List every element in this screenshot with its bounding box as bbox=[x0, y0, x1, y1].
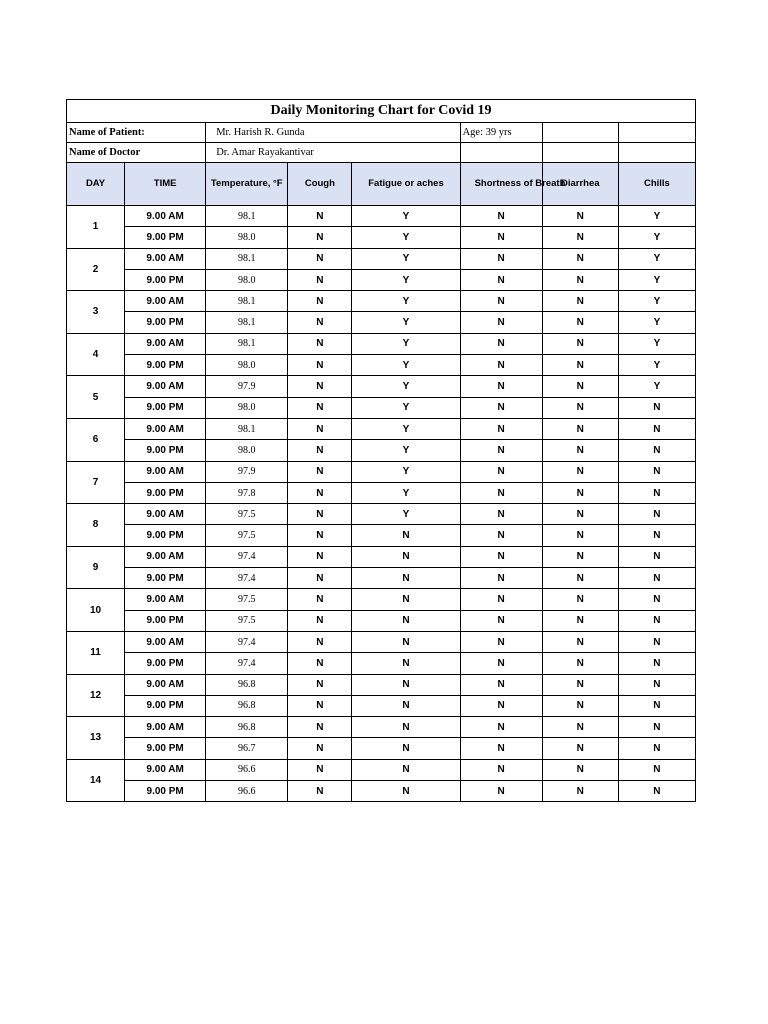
chills-cell: N bbox=[618, 504, 695, 525]
diarrhea-cell: N bbox=[542, 291, 618, 312]
time-cell: 9.00 AM bbox=[125, 504, 206, 525]
chills-cell: Y bbox=[618, 312, 695, 333]
shortness-of-breath-cell: N bbox=[460, 376, 542, 397]
temperature-cell: 98.1 bbox=[206, 248, 288, 269]
chills-cell: N bbox=[618, 695, 695, 716]
chills-cell: N bbox=[618, 759, 695, 780]
diarrhea-cell: N bbox=[542, 568, 618, 589]
time-cell: 9.00 AM bbox=[125, 461, 206, 482]
time-cell: 9.00 PM bbox=[125, 695, 206, 716]
table-row bbox=[67, 695, 696, 716]
shortness-of-breath-cell: N bbox=[460, 355, 542, 376]
day-number: 6 bbox=[67, 418, 125, 461]
time-cell: 9.00 PM bbox=[125, 482, 206, 503]
table-row bbox=[67, 227, 696, 248]
chills-cell: N bbox=[618, 674, 695, 695]
time-cell: 9.00 AM bbox=[125, 376, 206, 397]
cough-cell: N bbox=[288, 482, 352, 503]
cough-cell: N bbox=[288, 376, 352, 397]
fatigue-cell: N bbox=[352, 568, 460, 589]
shortness-of-breath-cell: N bbox=[460, 461, 542, 482]
cough-cell: N bbox=[288, 653, 352, 674]
cough-cell: N bbox=[288, 674, 352, 695]
cough-cell: N bbox=[288, 227, 352, 248]
diarrhea-cell: N bbox=[542, 504, 618, 525]
temperature-cell: 97.5 bbox=[206, 525, 288, 546]
temperature-cell: 97.5 bbox=[206, 504, 288, 525]
shortness-of-breath-cell: N bbox=[460, 631, 542, 652]
fatigue-cell: Y bbox=[352, 291, 460, 312]
cough-cell: N bbox=[288, 610, 352, 631]
cough-cell: N bbox=[288, 333, 352, 354]
header-diarrhea: Diarrhea bbox=[542, 163, 618, 206]
cough-cell: N bbox=[288, 355, 352, 376]
chills-cell: N bbox=[618, 610, 695, 631]
time-cell: 9.00 AM bbox=[125, 717, 206, 738]
cough-cell: N bbox=[288, 312, 352, 333]
chills-cell: N bbox=[618, 546, 695, 567]
table-row bbox=[67, 397, 696, 418]
table-row bbox=[67, 738, 696, 759]
chills-cell: N bbox=[618, 717, 695, 738]
shortness-of-breath-cell: N bbox=[460, 333, 542, 354]
table-row bbox=[67, 717, 696, 738]
fatigue-cell: N bbox=[352, 610, 460, 631]
title-row bbox=[67, 100, 696, 123]
temperature-cell: 97.9 bbox=[206, 461, 288, 482]
diarrhea-cell: N bbox=[542, 610, 618, 631]
temperature-cell: 97.4 bbox=[206, 546, 288, 567]
chills-cell: Y bbox=[618, 206, 695, 227]
shortness-of-breath-cell: N bbox=[460, 610, 542, 631]
shortness-of-breath-cell: N bbox=[460, 674, 542, 695]
fatigue-cell: Y bbox=[352, 461, 460, 482]
fatigue-cell: N bbox=[352, 738, 460, 759]
diarrhea-cell: N bbox=[542, 440, 618, 461]
chills-cell: Y bbox=[618, 376, 695, 397]
fatigue-cell: Y bbox=[352, 269, 460, 290]
doctor-name: Dr. Amar Rayakantivar bbox=[206, 143, 460, 163]
chills-cell: Y bbox=[618, 333, 695, 354]
cough-cell: N bbox=[288, 525, 352, 546]
chills-cell: N bbox=[618, 589, 695, 610]
time-cell: 9.00 PM bbox=[125, 568, 206, 589]
time-cell: 9.00 PM bbox=[125, 227, 206, 248]
diarrhea-cell: N bbox=[542, 461, 618, 482]
shortness-of-breath-cell: N bbox=[460, 525, 542, 546]
table-row bbox=[67, 269, 696, 290]
shortness-of-breath-cell: N bbox=[460, 504, 542, 525]
shortness-of-breath-cell: N bbox=[460, 589, 542, 610]
table-row bbox=[67, 504, 696, 525]
fatigue-cell: N bbox=[352, 589, 460, 610]
diarrhea-cell: N bbox=[542, 397, 618, 418]
table-row bbox=[67, 674, 696, 695]
cough-cell: N bbox=[288, 504, 352, 525]
shortness-of-breath-cell: N bbox=[460, 482, 542, 503]
fatigue-cell: Y bbox=[352, 312, 460, 333]
chills-cell: N bbox=[618, 568, 695, 589]
diarrhea-cell: N bbox=[542, 312, 618, 333]
diarrhea-cell: N bbox=[542, 546, 618, 567]
day-number: 14 bbox=[67, 759, 125, 802]
temperature-cell: 96.7 bbox=[206, 738, 288, 759]
temperature-cell: 97.4 bbox=[206, 653, 288, 674]
cough-cell: N bbox=[288, 546, 352, 567]
temperature-cell: 98.0 bbox=[206, 269, 288, 290]
temperature-cell: 97.4 bbox=[206, 631, 288, 652]
diarrhea-cell: N bbox=[542, 333, 618, 354]
header-fatigue: Fatigue or aches bbox=[352, 163, 460, 206]
table-row bbox=[67, 759, 696, 780]
temperature-cell: 98.0 bbox=[206, 355, 288, 376]
time-cell: 9.00 AM bbox=[125, 759, 206, 780]
shortness-of-breath-cell: N bbox=[460, 568, 542, 589]
chills-cell: N bbox=[618, 631, 695, 652]
chills-cell: N bbox=[618, 482, 695, 503]
fatigue-cell: Y bbox=[352, 206, 460, 227]
patient-label: Name of Patient: bbox=[67, 123, 206, 143]
fatigue-cell: Y bbox=[352, 333, 460, 354]
diarrhea-cell: N bbox=[542, 759, 618, 780]
table-row bbox=[67, 440, 696, 461]
shortness-of-breath-cell: N bbox=[460, 397, 542, 418]
time-cell: 9.00 PM bbox=[125, 781, 206, 802]
doctor-row bbox=[67, 143, 696, 163]
diarrhea-cell: N bbox=[542, 589, 618, 610]
chills-cell: N bbox=[618, 418, 695, 439]
day-number: 4 bbox=[67, 333, 125, 376]
fatigue-cell: N bbox=[352, 695, 460, 716]
cough-cell: N bbox=[288, 781, 352, 802]
diarrhea-cell: N bbox=[542, 717, 618, 738]
fatigue-cell: Y bbox=[352, 440, 460, 461]
temperature-cell: 98.0 bbox=[206, 227, 288, 248]
table-row bbox=[67, 781, 696, 802]
shortness-of-breath-cell: N bbox=[460, 738, 542, 759]
diarrhea-cell: N bbox=[542, 738, 618, 759]
doctor-empty-cell-2 bbox=[618, 143, 695, 163]
diarrhea-cell: N bbox=[542, 248, 618, 269]
temperature-cell: 96.8 bbox=[206, 674, 288, 695]
time-cell: 9.00 PM bbox=[125, 738, 206, 759]
fatigue-cell: Y bbox=[352, 504, 460, 525]
time-cell: 9.00 AM bbox=[125, 333, 206, 354]
chills-cell: Y bbox=[618, 355, 695, 376]
temperature-cell: 98.0 bbox=[206, 397, 288, 418]
day-number: 1 bbox=[67, 206, 125, 249]
time-cell: 9.00 PM bbox=[125, 312, 206, 333]
header-time: TIME bbox=[125, 163, 206, 206]
temperature-cell: 97.5 bbox=[206, 610, 288, 631]
cough-cell: N bbox=[288, 461, 352, 482]
temperature-cell: 98.0 bbox=[206, 440, 288, 461]
shortness-of-breath-cell: N bbox=[460, 717, 542, 738]
shortness-of-breath-cell: N bbox=[460, 206, 542, 227]
header-chills: Chills bbox=[618, 163, 695, 206]
shortness-of-breath-cell: N bbox=[460, 695, 542, 716]
temperature-cell: 96.6 bbox=[206, 781, 288, 802]
day-number: 12 bbox=[67, 674, 125, 717]
shortness-of-breath-cell: N bbox=[460, 269, 542, 290]
shortness-of-breath-cell: N bbox=[460, 227, 542, 248]
table-row bbox=[67, 461, 696, 482]
time-cell: 9.00 AM bbox=[125, 674, 206, 695]
diarrhea-cell: N bbox=[542, 227, 618, 248]
cough-cell: N bbox=[288, 440, 352, 461]
chills-cell: N bbox=[618, 653, 695, 674]
fatigue-cell: Y bbox=[352, 355, 460, 376]
time-cell: 9.00 AM bbox=[125, 418, 206, 439]
cough-cell: N bbox=[288, 738, 352, 759]
temperature-cell: 98.1 bbox=[206, 418, 288, 439]
fatigue-cell: N bbox=[352, 546, 460, 567]
table-row bbox=[67, 206, 696, 227]
shortness-of-breath-cell: N bbox=[460, 312, 542, 333]
diarrhea-cell: N bbox=[542, 482, 618, 503]
day-number: 11 bbox=[67, 631, 125, 674]
time-cell: 9.00 AM bbox=[125, 291, 206, 312]
fatigue-cell: Y bbox=[352, 418, 460, 439]
patient-row bbox=[67, 123, 696, 143]
cough-cell: N bbox=[288, 568, 352, 589]
time-cell: 9.00 PM bbox=[125, 525, 206, 546]
table-row bbox=[67, 418, 696, 439]
diarrhea-cell: N bbox=[542, 781, 618, 802]
chills-cell: N bbox=[618, 738, 695, 759]
table-row bbox=[67, 333, 696, 354]
time-cell: 9.00 AM bbox=[125, 206, 206, 227]
cough-cell: N bbox=[288, 418, 352, 439]
patient-age bbox=[460, 123, 542, 143]
fatigue-cell: N bbox=[352, 717, 460, 738]
patient-empty-cell-1 bbox=[542, 123, 618, 143]
chills-cell: Y bbox=[618, 248, 695, 269]
shortness-of-breath-cell: N bbox=[460, 291, 542, 312]
diarrhea-cell: N bbox=[542, 674, 618, 695]
cough-cell: N bbox=[288, 269, 352, 290]
diarrhea-cell: N bbox=[542, 631, 618, 652]
patient-empty-cell-2 bbox=[618, 123, 695, 143]
day-number: 3 bbox=[67, 291, 125, 334]
fatigue-cell: N bbox=[352, 759, 460, 780]
chills-cell: N bbox=[618, 397, 695, 418]
chills-cell: N bbox=[618, 525, 695, 546]
chills-cell: N bbox=[618, 781, 695, 802]
cough-cell: N bbox=[288, 206, 352, 227]
diarrhea-cell: N bbox=[542, 695, 618, 716]
fatigue-cell: Y bbox=[352, 376, 460, 397]
time-cell: 9.00 AM bbox=[125, 248, 206, 269]
shortness-of-breath-cell: N bbox=[460, 248, 542, 269]
day-number: 9 bbox=[67, 546, 125, 589]
table-row bbox=[67, 291, 696, 312]
day-number: 5 bbox=[67, 376, 125, 419]
cough-cell: N bbox=[288, 589, 352, 610]
temperature-cell: 97.4 bbox=[206, 568, 288, 589]
shortness-of-breath-cell: N bbox=[460, 781, 542, 802]
diarrhea-cell: N bbox=[542, 206, 618, 227]
doctor-empty-cell-0 bbox=[460, 143, 542, 163]
chills-cell: Y bbox=[618, 227, 695, 248]
day-number: 8 bbox=[67, 504, 125, 547]
chills-cell: Y bbox=[618, 269, 695, 290]
day-number: 10 bbox=[67, 589, 125, 632]
diarrhea-cell: N bbox=[542, 269, 618, 290]
cough-cell: N bbox=[288, 759, 352, 780]
day-number: 7 bbox=[67, 461, 125, 504]
table-row bbox=[67, 376, 696, 397]
time-cell: 9.00 AM bbox=[125, 631, 206, 652]
table-row bbox=[67, 568, 696, 589]
time-cell: 9.00 PM bbox=[125, 269, 206, 290]
diarrhea-cell: N bbox=[542, 653, 618, 674]
time-cell: 9.00 PM bbox=[125, 397, 206, 418]
fatigue-cell: Y bbox=[352, 397, 460, 418]
cough-cell: N bbox=[288, 631, 352, 652]
cough-cell: N bbox=[288, 695, 352, 716]
patient-name: Mr. Harish R. Gunda bbox=[206, 123, 460, 143]
cough-cell: N bbox=[288, 248, 352, 269]
cough-cell: N bbox=[288, 397, 352, 418]
fatigue-cell: N bbox=[352, 674, 460, 695]
table-row bbox=[67, 631, 696, 652]
time-cell: 9.00 AM bbox=[125, 546, 206, 567]
temperature-cell: 97.5 bbox=[206, 589, 288, 610]
cough-cell: N bbox=[288, 291, 352, 312]
shortness-of-breath-cell: N bbox=[460, 418, 542, 439]
fatigue-cell: Y bbox=[352, 227, 460, 248]
fatigue-cell: N bbox=[352, 525, 460, 546]
covid-monitoring-table bbox=[66, 99, 696, 802]
page-title: Daily Monitoring Chart for Covid 19 bbox=[67, 100, 696, 123]
shortness-of-breath-cell: N bbox=[460, 440, 542, 461]
diarrhea-cell: N bbox=[542, 418, 618, 439]
fatigue-cell: Y bbox=[352, 248, 460, 269]
cough-cell: N bbox=[288, 717, 352, 738]
chills-cell: N bbox=[618, 440, 695, 461]
header-temperature: Temperature, °F bbox=[206, 163, 288, 206]
temperature-cell: 98.1 bbox=[206, 333, 288, 354]
doctor-empty-cell-1 bbox=[542, 143, 618, 163]
day-number: 13 bbox=[67, 717, 125, 760]
temperature-cell: 96.8 bbox=[206, 717, 288, 738]
header-day: DAY bbox=[67, 163, 125, 206]
temperature-cell: 97.8 bbox=[206, 482, 288, 503]
temperature-cell: 96.6 bbox=[206, 759, 288, 780]
header-shortness-of-breath: Shortness of Breath bbox=[460, 163, 542, 206]
shortness-of-breath-cell: N bbox=[460, 546, 542, 567]
fatigue-cell: N bbox=[352, 631, 460, 652]
shortness-of-breath-cell: N bbox=[460, 653, 542, 674]
table-row bbox=[67, 525, 696, 546]
table-row bbox=[67, 610, 696, 631]
time-cell: 9.00 AM bbox=[125, 589, 206, 610]
time-cell: 9.00 PM bbox=[125, 653, 206, 674]
temperature-cell: 98.1 bbox=[206, 312, 288, 333]
doctor-label: Name of Doctor bbox=[67, 143, 206, 163]
table-row bbox=[67, 482, 696, 503]
column-header-row bbox=[67, 163, 696, 206]
shortness-of-breath-cell: N bbox=[460, 759, 542, 780]
fatigue-cell: N bbox=[352, 781, 460, 802]
table-row bbox=[67, 653, 696, 674]
temperature-cell: 97.9 bbox=[206, 376, 288, 397]
day-number: 2 bbox=[67, 248, 125, 291]
chills-cell: Y bbox=[618, 291, 695, 312]
temperature-cell: 98.1 bbox=[206, 206, 288, 227]
table-row bbox=[67, 546, 696, 567]
time-cell: 9.00 PM bbox=[125, 440, 206, 461]
table-row bbox=[67, 589, 696, 610]
fatigue-cell: Y bbox=[352, 482, 460, 503]
time-cell: 9.00 PM bbox=[125, 610, 206, 631]
table-row bbox=[67, 312, 696, 333]
fatigue-cell: N bbox=[352, 653, 460, 674]
diarrhea-cell: N bbox=[542, 525, 618, 546]
diarrhea-cell: N bbox=[542, 376, 618, 397]
temperature-cell: 96.8 bbox=[206, 695, 288, 716]
table-row bbox=[67, 248, 696, 269]
chills-cell: N bbox=[618, 461, 695, 482]
diarrhea-cell: N bbox=[542, 355, 618, 376]
temperature-cell: 98.1 bbox=[206, 291, 288, 312]
age-text: Age: 39 yrs bbox=[462, 127, 512, 138]
time-cell: 9.00 PM bbox=[125, 355, 206, 376]
table-row bbox=[67, 355, 696, 376]
header-cough: Cough bbox=[288, 163, 352, 206]
